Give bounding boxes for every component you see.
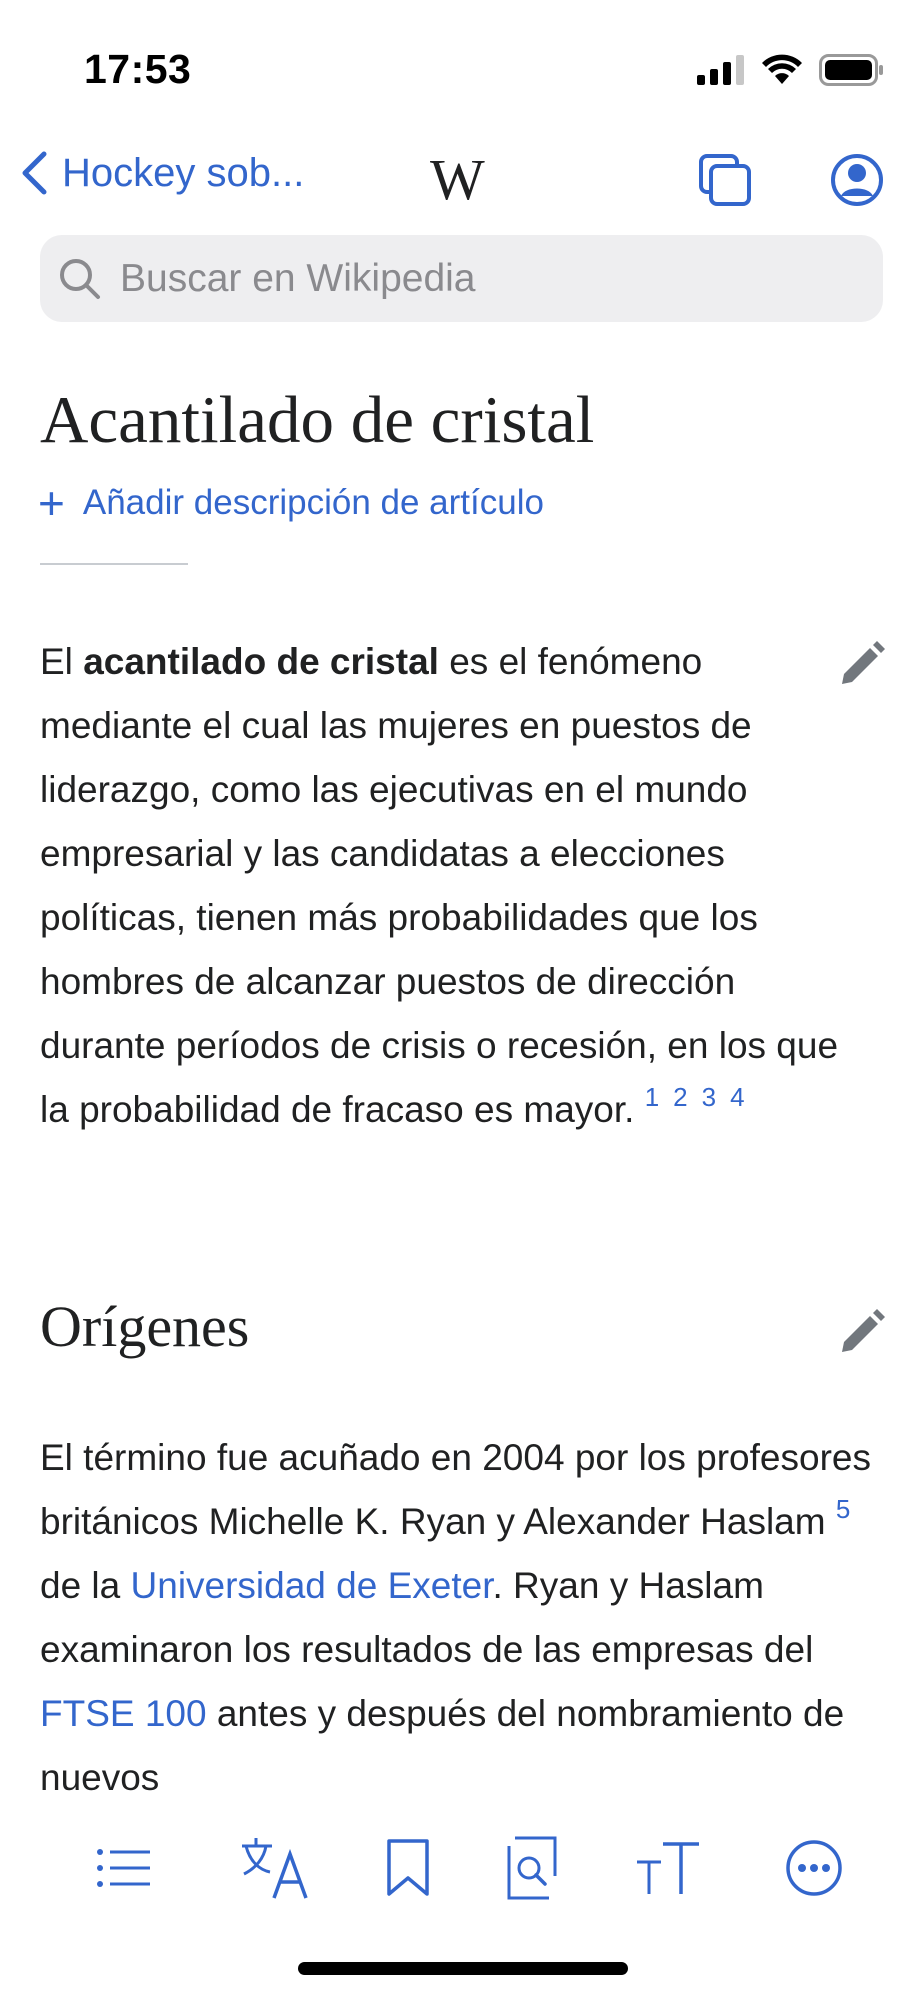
add-description-link[interactable] — [38, 477, 544, 529]
back-button-label: Hockey sob... — [62, 150, 305, 195]
pencil-icon — [838, 1308, 886, 1356]
table-of-contents-icon — [96, 1846, 152, 1890]
language-button[interactable] — [240, 1832, 312, 1904]
reference-link[interactable]: 4 — [730, 1082, 745, 1112]
intro-references — [645, 1082, 759, 1112]
text-size-button[interactable] — [632, 1832, 704, 1904]
account-button[interactable] — [829, 152, 885, 208]
edit-intro-button[interactable] — [838, 640, 886, 688]
add-description-label: Añadir descripción de artículo — [82, 483, 544, 522]
origins-paragraph: El término fue acuñado en 2004 por los profesores británicos Michelle K. Ryan y Alexander Haslam $^5$ de la Universidad de Exeter. Ryan y Haslam examinaron los resultados de las empresas del FTSE 100 antes y después del nombramiento de nuevos — [40, 1437, 871, 1798]
edit-section-button[interactable] — [838, 1308, 886, 1356]
intro-bold-term: acantilado de cristal — [83, 641, 439, 682]
status-icons — [697, 54, 885, 86]
wifi-icon — [761, 54, 803, 86]
table-of-contents-button[interactable] — [88, 1832, 160, 1904]
reference-link[interactable]: 2 — [673, 1082, 688, 1112]
tabs-button[interactable] — [697, 152, 753, 208]
home-indicator — [298, 1962, 628, 1975]
find-in-page-button[interactable] — [496, 1832, 568, 1904]
article-toolbar — [0, 1820, 923, 1930]
status-time: 17:53 — [84, 46, 192, 92]
back-button[interactable] — [20, 150, 304, 196]
wikipedia-logo[interactable]: W — [430, 147, 481, 212]
title-divider — [40, 563, 188, 565]
reference-link[interactable]: 1 — [644, 1082, 660, 1112]
user-avatar-icon — [829, 152, 885, 208]
section-heading: Orígenes — [40, 1294, 250, 1359]
battery-icon — [819, 54, 885, 86]
search-input[interactable] — [118, 256, 862, 302]
pencil-icon — [838, 640, 886, 688]
bookmark-icon — [386, 1838, 430, 1898]
chevron-left-icon — [20, 150, 48, 196]
plus-icon: + — [38, 477, 65, 529]
translate-icon — [240, 1836, 312, 1900]
intro-paragraph: El acantilado de cristal es el fenómeno mediante el cual las mujeres en puestos de liderazgo, como las ejecutivas en el mundo empresarial y las candidatas a elecciones políticas, tienen más probabilidades que los hombres de alcanzar puestos de dirección durante períodos de crisis o recesión, en los que la probabilidad de fracaso es mayor. $^{1 2 3 4}$ — [40, 641, 839, 1130]
search-icon — [58, 257, 102, 301]
cellular-signal-icon — [697, 55, 745, 85]
ftse-100-link[interactable]: FTSE 100 — [40, 1693, 207, 1734]
reference-link[interactable]: 3 — [701, 1082, 717, 1112]
page-title: Acantilado de cristal — [40, 383, 595, 457]
text-size-icon — [635, 1840, 701, 1896]
more-options-button[interactable] — [778, 1832, 850, 1904]
more-icon — [785, 1839, 843, 1897]
university-of-exeter-link[interactable]: Universidad de Exeter — [130, 1565, 493, 1606]
tabs-icon — [697, 152, 753, 208]
search-bar[interactable] — [40, 235, 883, 322]
bookmark-button[interactable] — [372, 1832, 444, 1904]
reference-link[interactable]: 5 — [835, 1494, 851, 1524]
find-in-page-icon — [505, 1836, 559, 1900]
